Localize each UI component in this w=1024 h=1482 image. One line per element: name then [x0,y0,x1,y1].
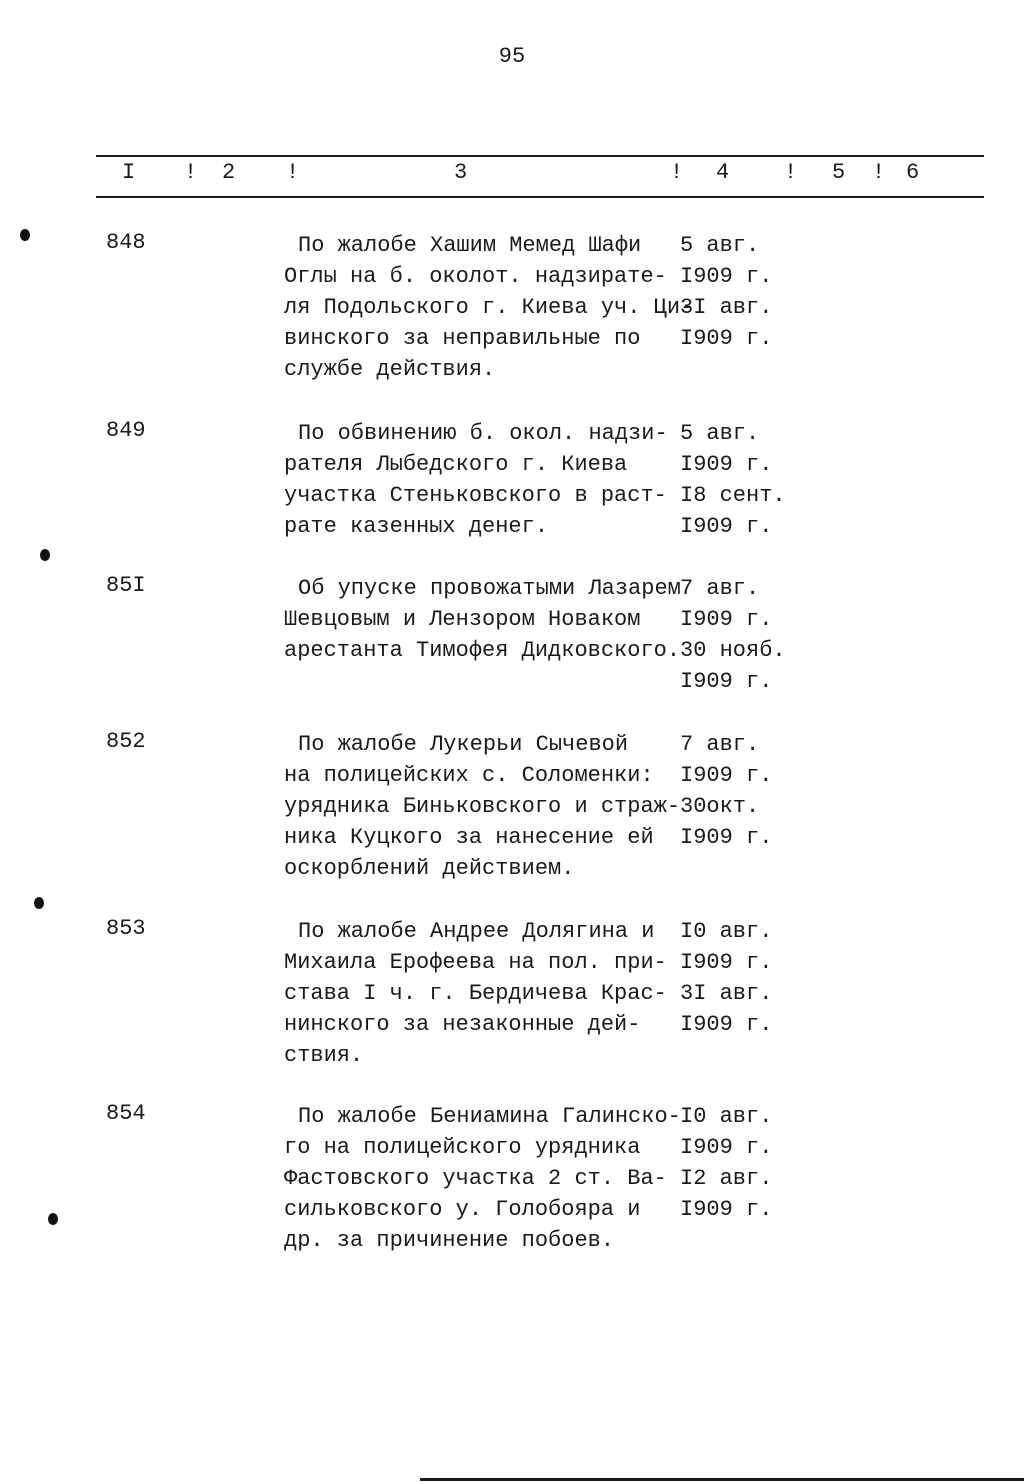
record-description [284,1101,681,1256]
record-description [284,729,681,884]
record-dates [680,573,820,697]
record-number: 854 [106,1101,146,1126]
date-end-day: 3I авг. [680,981,773,1006]
record-description [284,418,676,542]
description-line: ствия. [284,1043,364,1068]
date-end-year: I909 г. [680,825,773,850]
date-start-day: 7 авг. [680,576,760,601]
table-header-rule [96,196,984,198]
description-line: По жалобе Андрее Долягина и [298,919,655,944]
page-bottom-edge [420,1478,1024,1481]
record-description [284,230,694,385]
description-line: др. за причинение побоев. [284,1228,615,1253]
punch-hole-mark [48,1213,58,1225]
header-separator: ! [286,160,300,185]
record-number: 85I [106,573,146,598]
record-description [284,573,681,666]
description-line: урядника Биньковского и страж- [284,794,681,819]
record-number: 849 [106,418,146,443]
date-end-year: I909 г. [680,669,773,694]
description-line: оскорблений действием. [284,856,575,881]
description-line: Оглы на б. околот. надзирате- [284,264,667,289]
date-start-year: I909 г. [680,452,773,477]
punch-hole-mark [20,229,30,241]
header-separator: ! [872,160,886,185]
record-dates [680,230,820,354]
date-end-year: I909 г. [680,1197,773,1222]
punch-hole-mark [40,549,50,561]
record-dates [680,729,820,853]
record-description [284,916,676,1071]
date-start-day: 7 авг. [680,732,760,757]
header-col-3: 3 [454,160,468,185]
date-end-year: I909 г. [680,326,773,351]
date-start-year: I909 г. [680,607,773,632]
date-start-day: 5 авг. [680,233,760,258]
description-line: рателя Лыбедского г. Киева [284,452,628,477]
date-end-day: I8 сент. [680,483,786,508]
date-end-day: 30окт. [680,794,760,819]
table-top-rule [96,155,984,157]
description-line: Фастовского участка 2 ст. Ва- [284,1166,667,1191]
date-start-year: I909 г. [680,1135,773,1160]
date-end-day: 30 нояб. [680,638,786,663]
description-line: участка Стеньковского в раст- [284,483,667,508]
description-line: Шевцовым и Лензором Новаком [284,607,641,632]
description-line: го на полицейского урядника [284,1135,641,1160]
header-col-1: I [122,160,136,185]
punch-hole-mark [34,897,44,909]
header-col-6: 6 [906,160,920,185]
description-line: По обвинению б. окол. надзи- [298,421,668,446]
record-number: 852 [106,729,146,754]
header-separator: ! [670,160,684,185]
header-col-2: 2 [222,160,236,185]
date-start-day: I0 авг. [680,919,773,944]
record-dates [680,916,820,1040]
date-start-year: I909 г. [680,264,773,289]
description-line: арестанта Тимофея Дидковского. [284,638,681,663]
description-line: По жалобе Бениамина Галинско- [298,1104,681,1129]
description-line: сильковского у. Голобояра и [284,1197,641,1222]
description-line: рате казенных денег. [284,514,549,539]
header-col-4: 4 [716,160,730,185]
date-end-day: I2 авг. [680,1166,773,1191]
header-col-5: 5 [832,160,846,185]
record-dates [680,418,820,542]
description-line: По жалобе Лукерьи Сычевой [298,732,629,757]
description-line: Об упуске провожатыми Лазарем [298,576,681,601]
date-end-day: 3I авг. [680,295,773,320]
description-line: нинского за незаконные дей- [284,1012,641,1037]
date-end-year: I909 г. [680,514,773,539]
date-start-year: I909 г. [680,763,773,788]
date-end-year: I909 г. [680,1012,773,1037]
date-start-year: I909 г. [680,950,773,975]
table-header [0,160,1024,190]
description-line: По жалобе Хашим Мемед Шафи [298,233,642,258]
description-line: Михаила Ерофеева на пол. при- [284,950,667,975]
header-separator: ! [184,160,198,185]
description-line: става I ч. г. Бердичева Крас- [284,981,667,1006]
description-line: ника Куцкого за нанесение ей [284,825,654,850]
record-dates [680,1101,820,1225]
record-number: 853 [106,916,146,941]
description-line: винского за неправильные по [284,326,641,351]
page-number: 95 [498,44,526,69]
date-start-day: I0 авг. [680,1104,773,1129]
description-line: ля Подольского г. Киева уч. Ци- [284,295,694,320]
record-number: 848 [106,230,146,255]
description-line: службе действия. [284,357,496,382]
date-start-day: 5 авг. [680,421,760,446]
description-line: на полицейских с. Соломенки: [284,763,654,788]
header-separator: ! [784,160,798,185]
